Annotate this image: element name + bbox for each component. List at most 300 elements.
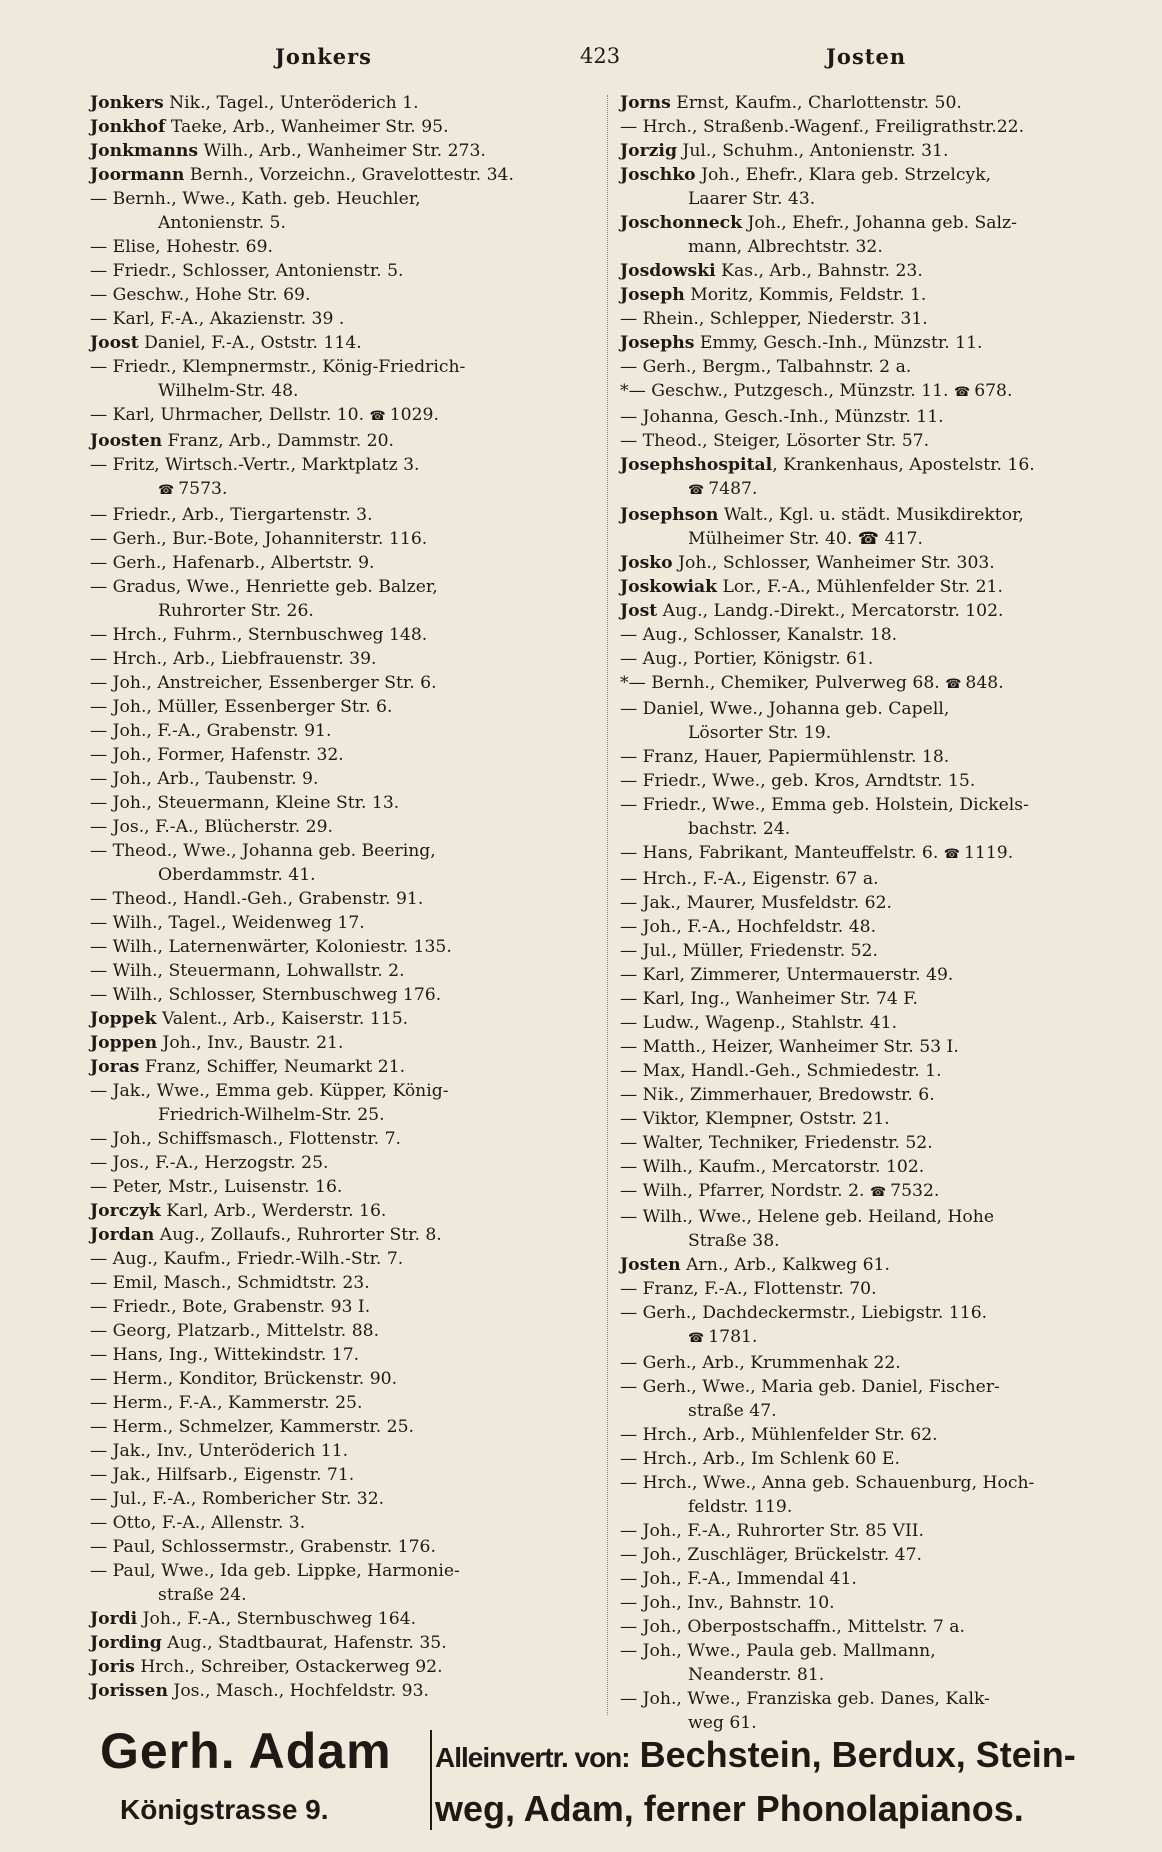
entry-text: — Joh., F.-A., Ruhrorter Str. 85 VII. bbox=[620, 1521, 925, 1541]
directory-entry bbox=[620, 963, 1140, 987]
entry-text: — Joh., Wwe., Franziska geb. Danes, Kalk- bbox=[620, 1689, 990, 1709]
entry-text: — Fritz, Wirtsch.-Vertr., Marktplatz 3. bbox=[90, 455, 420, 475]
entry-text: *— Geschw., Putzgesch., Münzstr. 11. bbox=[620, 381, 954, 401]
entry-surname: Jorissen bbox=[90, 1681, 168, 1701]
entry-surname: Jordan bbox=[90, 1225, 155, 1245]
entry-surname: Joormann bbox=[90, 165, 185, 185]
entry-text: Joh., Ehefr., Klara geb. Strzelcyk, bbox=[695, 165, 992, 185]
directory-entry bbox=[90, 429, 610, 453]
directory-entry bbox=[90, 115, 610, 139]
entry-continuation: Mülheimer Str. 40. ☎ 417. bbox=[688, 529, 923, 549]
entry-text: — Wilh., Pfarrer, Nordstr. 2. bbox=[620, 1181, 870, 1201]
entry-text: — Joh., F.-A., Hochfeldstr. 48. bbox=[620, 917, 877, 937]
directory-entry bbox=[90, 1655, 610, 1679]
directory-entry bbox=[90, 1535, 610, 1559]
entry-text: Walt., Kgl. u. städt. Musikdirektor, bbox=[718, 505, 1024, 525]
entry-text: — Gerh., Arb., Krummenhak 22. bbox=[620, 1353, 901, 1373]
entry-text: — Hrch., Straßenb.-Wagenf., Freiligrathstr.22. bbox=[620, 117, 1025, 137]
entry-phone: 1119. bbox=[963, 843, 1014, 863]
entry-text: — Bernh., Wwe., Kath. geb. Heuchler, bbox=[90, 189, 421, 209]
directory-entry bbox=[620, 841, 1140, 867]
entry-continuation: straße 47. bbox=[688, 1401, 777, 1421]
telephone-icon: ☎ bbox=[369, 409, 386, 424]
entry-text: — Hrch., Arb., Mühlenfelder Str. 62. bbox=[620, 1425, 938, 1445]
directory-entry bbox=[620, 379, 1140, 405]
directory-entry bbox=[90, 527, 610, 551]
directory-entry bbox=[90, 1007, 610, 1031]
directory-entry bbox=[90, 1223, 610, 1247]
entry-surname: Josephson bbox=[620, 505, 719, 525]
directory-entry bbox=[620, 1423, 1140, 1447]
directory-entry bbox=[90, 1199, 610, 1223]
entry-text: — Matth., Heizer, Wanheimer Str. 53 I. bbox=[620, 1037, 959, 1057]
directory-entry bbox=[620, 745, 1140, 769]
entry-text: — Jul., Müller, Friedenstr. 52. bbox=[620, 941, 878, 961]
entry-surname: Jonkmanns bbox=[90, 141, 198, 161]
page-number: 423 bbox=[580, 44, 621, 68]
entry-continuation: feldstr. 119. bbox=[688, 1497, 793, 1517]
entry-text: — Wilh., Kaufm., Mercatorstr. 102. bbox=[620, 1157, 925, 1177]
entry-surname: Joras bbox=[90, 1057, 140, 1077]
directory-entry bbox=[620, 1131, 1140, 1155]
directory-entry bbox=[620, 1277, 1140, 1301]
directory-entry bbox=[90, 283, 610, 307]
entry-text: — Friedr., Bote, Grabenstr. 93 I. bbox=[90, 1297, 371, 1317]
entry-text: — Gradus, Wwe., Henriette geb. Balzer, bbox=[90, 577, 438, 597]
entry-continuation: Ruhrorter Str. 26. bbox=[158, 601, 314, 621]
directory-entry bbox=[90, 935, 610, 959]
directory-entry bbox=[620, 1519, 1140, 1543]
left-column bbox=[90, 91, 610, 1703]
directory-entry bbox=[620, 987, 1140, 1011]
entry-text: — Max, Handl.-Geh., Schmiedestr. 1. bbox=[620, 1061, 942, 1081]
entry-text: — Karl, Zimmerer, Untermauerstr. 49. bbox=[620, 965, 954, 985]
entry-text: Emmy, Gesch.-Inh., Münzstr. 11. bbox=[694, 333, 983, 353]
directory-entry bbox=[620, 1567, 1140, 1591]
entry-text: Daniel, F.-A., Oststr. 114. bbox=[138, 333, 362, 353]
directory-entry bbox=[620, 139, 1140, 163]
entry-surname: Joppen bbox=[90, 1033, 158, 1053]
directory-entry bbox=[90, 623, 610, 647]
directory-entry bbox=[90, 503, 610, 527]
entry-continuation bbox=[620, 1325, 1140, 1351]
directory-entry bbox=[620, 1011, 1140, 1035]
entry-continuation: Oberdammstr. 41. bbox=[158, 865, 316, 885]
entry-continuation: Friedrich-Wilhelm-Str. 25. bbox=[158, 1105, 385, 1125]
entry-phone: 848. bbox=[965, 673, 1004, 693]
ad-divider bbox=[430, 1730, 432, 1830]
entry-phone: 7573. bbox=[178, 479, 228, 499]
entry-surname: Joskowiak bbox=[620, 577, 718, 597]
ad-address: Königstrasse 9. bbox=[120, 1794, 329, 1825]
entry-text: — Friedr., Wwe., Emma geb. Holstein, Dickels- bbox=[620, 795, 1029, 815]
directory-entry bbox=[90, 453, 610, 503]
entry-text: — Wilh., Steuermann, Lohwallstr. 2. bbox=[90, 961, 405, 981]
entry-text: — Joh., Oberpostschaffn., Mittelstr. 7 a. bbox=[620, 1617, 966, 1637]
entry-text: Jos., Masch., Hochfeldstr. 93. bbox=[167, 1681, 430, 1701]
directory-entry bbox=[90, 839, 610, 887]
directory-entry bbox=[90, 187, 610, 235]
entry-text: — Joh., Inv., Bahnstr. 10. bbox=[620, 1593, 835, 1613]
entry-text: — Friedr., Arb., Tiergartenstr. 3. bbox=[90, 505, 373, 525]
directory-entry bbox=[620, 551, 1140, 575]
ad-line-1-rest: Bechstein, Berdux, Stein- bbox=[629, 1734, 1076, 1775]
entry-surname: Joosten bbox=[90, 431, 163, 451]
entry-text: Kas., Arb., Bahnstr. 23. bbox=[715, 261, 923, 281]
directory-entry bbox=[90, 791, 610, 815]
directory-entry bbox=[90, 1151, 610, 1175]
directory-entry bbox=[620, 1591, 1140, 1615]
entry-text: — Joh., Wwe., Paula geb. Mallmann, bbox=[620, 1641, 936, 1661]
entry-surname: Joppek bbox=[90, 1009, 157, 1029]
directory-entry bbox=[90, 1391, 610, 1415]
entry-text: — Wilh., Tagel., Weidenweg 17. bbox=[90, 913, 365, 933]
directory-entry bbox=[620, 915, 1140, 939]
entry-text: — Aug., Portier, Königstr. 61. bbox=[620, 649, 874, 669]
directory-entry bbox=[90, 235, 610, 259]
ad-brand: Gerh. Adam bbox=[100, 1723, 392, 1779]
entry-text: Aug., Landg.-Direkt., Mercatorstr. 102. bbox=[657, 601, 1004, 621]
entry-surname: Josten bbox=[620, 1255, 681, 1275]
directory-entry bbox=[90, 1439, 610, 1463]
entry-text: — Jak., Inv., Unteröderich 11. bbox=[90, 1441, 349, 1461]
directory-entry bbox=[90, 1463, 610, 1487]
directory-entry bbox=[620, 1351, 1140, 1375]
directory-entry bbox=[90, 163, 610, 187]
directory-entry bbox=[620, 453, 1140, 503]
directory-entry bbox=[620, 1471, 1140, 1519]
entry-text: — Jak., Maurer, Musfeldstr. 62. bbox=[620, 893, 892, 913]
entry-phone: 7532. bbox=[890, 1181, 940, 1201]
directory-entry bbox=[620, 623, 1140, 647]
entry-text: — Franz, Hauer, Papiermühlenstr. 18. bbox=[620, 747, 950, 767]
directory-entry bbox=[90, 307, 610, 331]
entry-continuation: bachstr. 24. bbox=[688, 819, 791, 839]
directory-entry bbox=[620, 1179, 1140, 1205]
entry-text: — Karl, Ing., Wanheimer Str. 74 F. bbox=[620, 989, 918, 1009]
entry-surname: Jordi bbox=[90, 1609, 138, 1629]
directory-entry bbox=[620, 405, 1140, 429]
entry-continuation: straße 24. bbox=[158, 1585, 247, 1605]
entry-text: — Friedr., Wwe., geb. Kros, Arndtstr. 15. bbox=[620, 771, 976, 791]
entry-text: Taeke, Arb., Wanheimer Str. 95. bbox=[165, 117, 449, 137]
telephone-icon: ☎ bbox=[945, 677, 962, 692]
directory-entry bbox=[620, 355, 1140, 379]
entry-surname: Joschonneck bbox=[620, 213, 742, 233]
entry-surname: Joseph bbox=[620, 285, 685, 305]
entry-text: — Aug., Kaufm., Friedr.-Wilh.-Str. 7. bbox=[90, 1249, 404, 1269]
directory-entry bbox=[620, 331, 1140, 355]
directory-entry bbox=[90, 1055, 610, 1079]
directory-entry bbox=[620, 503, 1140, 551]
directory-entry bbox=[90, 139, 610, 163]
entry-text: — Wilh., Wwe., Helene geb. Heiland, Hohe bbox=[620, 1207, 995, 1227]
directory-entry bbox=[90, 887, 610, 911]
directory-entry bbox=[90, 1511, 610, 1535]
directory-entry bbox=[90, 671, 610, 695]
entry-text: — Otto, F.-A., Allenstr. 3. bbox=[90, 1513, 306, 1533]
directory-entry bbox=[90, 1679, 610, 1703]
entry-text: — Joh., Anstreicher, Essenberger Str. 6. bbox=[90, 673, 437, 693]
entry-surname: Jorczyk bbox=[90, 1201, 161, 1221]
directory-entry bbox=[90, 403, 610, 429]
entry-phone: 678. bbox=[974, 381, 1013, 401]
directory-entry bbox=[90, 911, 610, 935]
directory-entry bbox=[620, 429, 1140, 453]
entry-text: — Joh., Former, Hafenstr. 32. bbox=[90, 745, 344, 765]
entry-text: Jul., Schuhm., Antonienstr. 31. bbox=[676, 141, 949, 161]
entry-text: Karl, Arb., Werderstr. 16. bbox=[160, 1201, 387, 1221]
directory-entry bbox=[90, 1631, 610, 1655]
entry-text: — Joh., Müller, Essenberger Str. 6. bbox=[90, 697, 393, 717]
entry-text: — Jul., F.-A., Rombericher Str. 32. bbox=[90, 1489, 385, 1509]
entry-text: Aug., Stadtbaurat, Hafenstr. 35. bbox=[161, 1633, 447, 1653]
entry-text: — Gerh., Wwe., Maria geb. Daniel, Fischer- bbox=[620, 1377, 1000, 1397]
entry-text: — Paul, Schlossermstr., Grabenstr. 176. bbox=[90, 1537, 436, 1557]
entry-phone: 1029. bbox=[389, 405, 439, 425]
directory-entry bbox=[620, 697, 1140, 745]
entry-surname: Jorzig bbox=[620, 141, 677, 161]
entry-text: — Rhein., Schlepper, Niederstr. 31. bbox=[620, 309, 928, 329]
entry-text: — Karl, F.-A., Akazienstr. 39 . bbox=[90, 309, 345, 329]
entry-text: — Hrch., F.-A., Eigenstr. 67 a. bbox=[620, 869, 879, 889]
directory-entry bbox=[90, 1247, 610, 1271]
entry-text: — Joh., Steuermann, Kleine Str. 13. bbox=[90, 793, 400, 813]
directory-entry bbox=[620, 1205, 1140, 1253]
entry-text: — Hrch., Arb., Im Schlenk 60 E. bbox=[620, 1449, 900, 1469]
entry-surname: Jost bbox=[620, 601, 658, 621]
directory-entry bbox=[90, 1607, 610, 1631]
directory-entry bbox=[620, 163, 1140, 211]
directory-entry bbox=[90, 695, 610, 719]
ad-line-2: weg, Adam, ferner Phonolapianos. bbox=[435, 1788, 1024, 1829]
entry-text: — Joh., Zuschläger, Brückelstr. 47. bbox=[620, 1545, 922, 1565]
entry-surname: Josephs bbox=[620, 333, 695, 353]
directory-entry bbox=[90, 1295, 610, 1319]
entry-continuation: Laarer Str. 43. bbox=[688, 189, 816, 209]
directory-entry bbox=[90, 1367, 610, 1391]
directory-entry bbox=[620, 1301, 1140, 1351]
header-right-title: Josten bbox=[826, 44, 907, 69]
directory-entry bbox=[90, 1559, 610, 1607]
entry-text: — Herm., F.-A., Kammerstr. 25. bbox=[90, 1393, 363, 1413]
entry-continuation: Antonienstr. 5. bbox=[158, 213, 286, 233]
ad-line-1 bbox=[435, 1734, 1076, 1776]
directory-entry bbox=[620, 867, 1140, 891]
entry-text: Franz, Arb., Dammstr. 20. bbox=[162, 431, 394, 451]
directory-entry bbox=[620, 1035, 1140, 1059]
telephone-icon: ☎ bbox=[943, 847, 960, 862]
entry-text: — Herm., Konditor, Brückenstr. 90. bbox=[90, 1369, 398, 1389]
entry-text: Bernh., Vorzeichn., Gravelottestr. 34. bbox=[184, 165, 514, 185]
entry-continuation: Lösorter Str. 19. bbox=[688, 723, 832, 743]
entry-text: — Peter, Mstr., Luisenstr. 16. bbox=[90, 1177, 343, 1197]
entry-text: — Hrch., Wwe., Anna geb. Schauenburg, Hoch- bbox=[620, 1473, 1035, 1493]
entry-text: — Hrch., Fuhrm., Sternbuschweg 148. bbox=[90, 625, 428, 645]
entry-text: — Daniel, Wwe., Johanna geb. Capell, bbox=[620, 699, 950, 719]
directory-entry bbox=[620, 1253, 1140, 1277]
directory-entry bbox=[90, 1031, 610, 1055]
directory-entry bbox=[90, 815, 610, 839]
entry-phone: 7487. bbox=[708, 479, 758, 499]
directory-entry bbox=[90, 1079, 610, 1127]
header-left-title: Jonkers bbox=[275, 44, 373, 69]
entry-text: — Karl, Uhrmacher, Dellstr. 10. bbox=[90, 405, 370, 425]
entry-text: — Theod., Wwe., Johanna geb. Beering, bbox=[90, 841, 436, 861]
entry-text: — Jak., Hilfsarb., Eigenstr. 71. bbox=[90, 1465, 355, 1485]
directory-entry bbox=[90, 1127, 610, 1151]
entry-text: — Nik., Zimmerhauer, Bredowstr. 6. bbox=[620, 1085, 935, 1105]
directory-entry bbox=[90, 767, 610, 791]
entry-text: — Viktor, Klempner, Oststr. 21. bbox=[620, 1109, 890, 1129]
directory-entry bbox=[90, 743, 610, 767]
directory-entry bbox=[620, 1543, 1140, 1567]
ad-line-1-prefix: Alleinvertr. von: bbox=[435, 1742, 630, 1773]
directory-entry bbox=[620, 793, 1140, 841]
directory-entry bbox=[90, 1487, 610, 1511]
entry-continuation: Straße 38. bbox=[688, 1231, 780, 1251]
entry-continuation bbox=[620, 477, 1140, 503]
entry-text: Moritz, Kommis, Feldstr. 1. bbox=[684, 285, 927, 305]
entry-text: Aug., Zollaufs., Ruhrorter Str. 8. bbox=[154, 1225, 442, 1245]
entry-continuation bbox=[90, 477, 610, 503]
directory-entry bbox=[90, 719, 610, 743]
entry-text: — Paul, Wwe., Ida geb. Lippke, Harmonie- bbox=[90, 1561, 460, 1581]
entry-surname: Jonkers bbox=[90, 93, 164, 113]
telephone-icon: ☎ bbox=[688, 483, 705, 498]
entry-text: — Georg, Platzarb., Mittelstr. 88. bbox=[90, 1321, 380, 1341]
entry-text: *— Bernh., Chemiker, Pulverweg 68. bbox=[620, 673, 946, 693]
telephone-icon: ☎ bbox=[688, 1331, 705, 1346]
entry-surname: Jorns bbox=[620, 93, 671, 113]
directory-entry bbox=[620, 1083, 1140, 1107]
entry-continuation: mann, Albrechtstr. 32. bbox=[688, 237, 883, 257]
directory-entry bbox=[90, 983, 610, 1007]
entry-text: Joh., Schlosser, Wanheimer Str. 303. bbox=[672, 553, 995, 573]
entry-text: — Elise, Hohestr. 69. bbox=[90, 237, 274, 257]
entry-text: — Theod., Handl.-Geh., Grabenstr. 91. bbox=[90, 889, 424, 909]
entry-surname: Josephshospital bbox=[620, 455, 773, 475]
entry-text: , Krankenhaus, Apostelstr. 16. bbox=[772, 455, 1035, 475]
directory-entry bbox=[620, 575, 1140, 599]
directory-entry bbox=[90, 1415, 610, 1439]
directory-entry bbox=[90, 1271, 610, 1295]
entry-text: Hrch., Schreiber, Ostackerweg 92. bbox=[134, 1657, 443, 1677]
entry-text: — Jak., Wwe., Emma geb. Küpper, König- bbox=[90, 1081, 449, 1101]
directory-entry bbox=[90, 91, 610, 115]
entry-text: — Ludw., Wagenp., Stahlstr. 41. bbox=[620, 1013, 898, 1033]
entry-text: — Joh., Arb., Taubenstr. 9. bbox=[90, 769, 319, 789]
directory-entry bbox=[620, 1615, 1140, 1639]
entry-text: — Joh., F.-A., Immendal 41. bbox=[620, 1569, 857, 1589]
entry-surname: Joris bbox=[90, 1657, 135, 1677]
entry-continuation: Wilhelm-Str. 48. bbox=[158, 381, 299, 401]
entry-phone: 1781. bbox=[708, 1327, 758, 1347]
entry-text: Lor., F.-A., Mühlenfelder Str. 21. bbox=[717, 577, 1003, 597]
directory-entry bbox=[620, 939, 1140, 963]
directory-entry bbox=[620, 1447, 1140, 1471]
directory-entry bbox=[90, 551, 610, 575]
directory-entry bbox=[620, 647, 1140, 671]
advertisement bbox=[100, 1722, 1130, 1842]
entry-text: — Herm., Schmelzer, Kammerstr. 25. bbox=[90, 1417, 415, 1437]
entry-text: — Hans, Fabrikant, Manteuffelstr. 6. bbox=[620, 843, 944, 863]
entry-surname: Josko bbox=[620, 553, 673, 573]
directory-entry bbox=[620, 259, 1140, 283]
entry-surname: Joost bbox=[90, 333, 139, 353]
directory-entry bbox=[90, 331, 610, 355]
directory-entry bbox=[90, 1175, 610, 1199]
entry-text: Arn., Arb., Kalkweg 61. bbox=[680, 1255, 890, 1275]
entry-text: — Friedr., Schlosser, Antonienstr. 5. bbox=[90, 261, 404, 281]
entry-text: Valent., Arb., Kaiserstr. 115. bbox=[156, 1009, 409, 1029]
entry-continuation: weg 61. bbox=[688, 1713, 757, 1733]
entry-continuation: Neanderstr. 81. bbox=[688, 1665, 825, 1685]
directory-entry bbox=[90, 959, 610, 983]
entry-text: — Johanna, Gesch.-Inh., Münzstr. 11. bbox=[620, 407, 944, 427]
directory-entry bbox=[620, 1375, 1140, 1423]
entry-text: — Wilh., Schlosser, Sternbuschweg 176. bbox=[90, 985, 442, 1005]
directory-entry bbox=[620, 769, 1140, 793]
directory-entry bbox=[620, 283, 1140, 307]
directory-entry bbox=[620, 671, 1140, 697]
directory-entry bbox=[620, 91, 1140, 115]
directory-entry bbox=[90, 1319, 610, 1343]
entry-text: — Gerh., Dachdeckermstr., Liebigstr. 116. bbox=[620, 1303, 988, 1323]
entry-text: Franz, Schiffer, Neumarkt 21. bbox=[139, 1057, 406, 1077]
entry-text: — Theod., Steiger, Lösorter Str. 57. bbox=[620, 431, 930, 451]
entry-text: Joh., Ehefr., Johanna geb. Salz- bbox=[742, 213, 1017, 233]
entry-text: — Jos., F.-A., Blücherstr. 29. bbox=[90, 817, 334, 837]
entry-text: — Emil, Masch., Schmidtstr. 23. bbox=[90, 1273, 370, 1293]
entry-text: — Gerh., Bergm., Talbahnstr. 2 a. bbox=[620, 357, 912, 377]
entry-text: — Hans, Ing., Wittekindstr. 17. bbox=[90, 1345, 360, 1365]
directory-entry bbox=[620, 1639, 1140, 1687]
directory-entry bbox=[90, 355, 610, 403]
directory-entry bbox=[620, 307, 1140, 331]
telephone-icon: ☎ bbox=[953, 385, 971, 400]
directory-entry bbox=[620, 211, 1140, 259]
directory-entry bbox=[620, 1059, 1140, 1083]
directory-entry bbox=[90, 647, 610, 671]
directory-entry bbox=[90, 1343, 610, 1367]
entry-text: — Hrch., Arb., Liebfrauenstr. 39. bbox=[90, 649, 377, 669]
entry-surname: Jording bbox=[90, 1633, 162, 1653]
entry-text: — Franz, F.-A., Flottenstr. 70. bbox=[620, 1279, 877, 1299]
entry-text: — Aug., Schlosser, Kanalstr. 18. bbox=[620, 625, 898, 645]
directory-entry bbox=[90, 259, 610, 283]
directory-entry bbox=[620, 1107, 1140, 1131]
right-column bbox=[620, 91, 1140, 1735]
directory-entry bbox=[620, 115, 1140, 139]
entry-text: — Joh., F.-A., Grabenstr. 91. bbox=[90, 721, 332, 741]
entry-text: — Gerh., Bur.-Bote, Johanniterstr. 116. bbox=[90, 529, 428, 549]
entry-surname: Joschko bbox=[620, 165, 696, 185]
directory-entry bbox=[620, 1155, 1140, 1179]
entry-surname: Jonkhof bbox=[90, 117, 166, 137]
entry-text: Nik., Tagel., Unteröderich 1. bbox=[163, 93, 419, 113]
entry-text: — Joh., Schiffsmasch., Flottenstr. 7. bbox=[90, 1129, 402, 1149]
entry-text: — Geschw., Hohe Str. 69. bbox=[90, 285, 311, 305]
entry-surname: Josdowski bbox=[620, 261, 716, 281]
directory-entry bbox=[620, 891, 1140, 915]
entry-text: — Gerh., Hafenarb., Albertstr. 9. bbox=[90, 553, 375, 573]
entry-text: Wilh., Arb., Wanheimer Str. 273. bbox=[198, 141, 486, 161]
entry-text: Ernst, Kaufm., Charlottenstr. 50. bbox=[670, 93, 962, 113]
directory-entry bbox=[90, 575, 610, 623]
entry-text: — Wilh., Laternenwärter, Koloniestr. 135. bbox=[90, 937, 452, 957]
entry-text: — Friedr., Klempnermstr., König-Friedrich- bbox=[90, 357, 466, 377]
